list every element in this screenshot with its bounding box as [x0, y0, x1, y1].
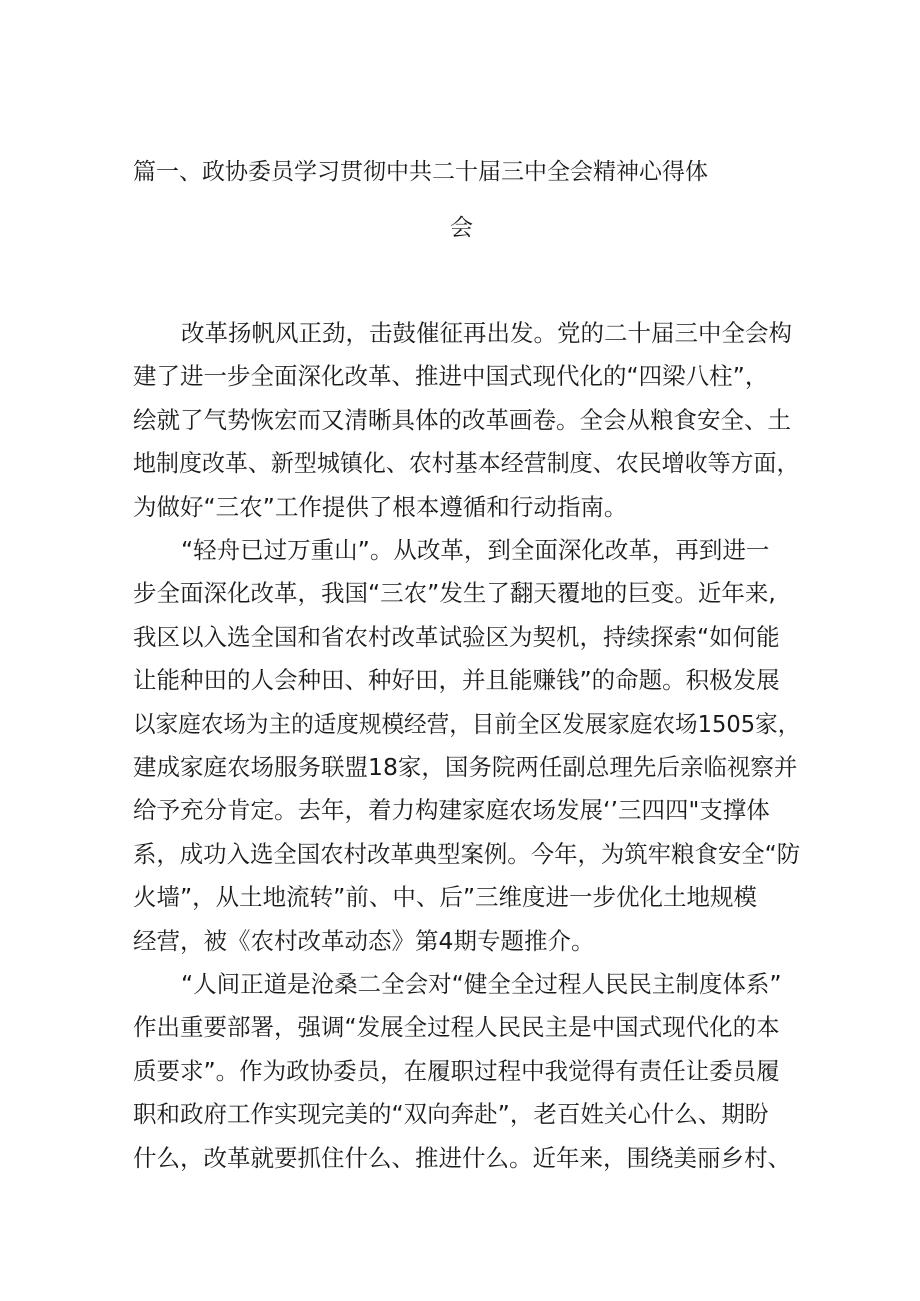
body-text-line: 作出重要部署，强调“发展全过程人民民主是中国式现代化的本	[133, 1013, 780, 1042]
body-text-line: 职和政府工作实现完美的“双向奔赴”，老百姓关心什么、期盼	[133, 1100, 769, 1129]
body-text-line: 地制度改革、新型城镇化、农村基本经营制度、农民增收等方面，	[133, 449, 800, 478]
body-text-line: 给予充分肯定。去年，着力构建家庭农场发展‘’三四四"支撑体	[133, 796, 770, 825]
body-text-line: 绘就了气势恢宏而又清晰具体的改革画卷。全会从粮食安全、土	[133, 405, 791, 434]
body-text-line: 建成家庭农场服务联盟18家，国务院两任副总理先后亲临视察并	[133, 753, 798, 781]
body-text-line: 火墙”，从土地流转”前、中、后”三维度进一步优化土地规模	[133, 883, 758, 912]
body-text-line: 步全面深化改革，我国“三农”发生了翻天覆地的巨变。近年来,	[133, 579, 776, 608]
body-text-line: 什么，改革就要抓住什么、推进什么。近年来，围绕美丽乡村、	[133, 1143, 791, 1172]
document-title-line-1: 篇一、政协委员学习贯彻中共二十届三中全会精神心得体	[133, 159, 708, 185]
body-text-line: 以家庭农场为主的适度规模经营，目前全区发展家庭农场1505家，	[133, 709, 801, 738]
body-text-line: 改革扬帆风正劲，击鼓催征再出发。党的二十届三中全会构	[181, 319, 792, 347]
body-text-line: “人间正道是沧桑二全会对“健全全过程人民民主制度体系”	[181, 970, 782, 998]
body-text-line: 经营，被《农村改革动态》第4期专题推介。	[133, 926, 595, 955]
body-text-line: 建了进一步全面深化改革、推进中国式现代化的“四梁八柱”，	[133, 362, 769, 391]
body-text-line: “轻舟已过万重山”。从改革，到全面深化改革，再到进一	[181, 536, 770, 564]
body-text-line: 系，成功入选全国农村改革典型案例。今年，为筑牢粮食安全“防	[133, 839, 801, 868]
body-text-line: 我区以入选全国和省农村改革试验区为契机，持续探索“如何能	[133, 622, 780, 651]
body-text-line: 为做好“三农”工作提供了根本遵循和行动指南。	[133, 492, 628, 521]
document-title-line-2: 会	[450, 215, 473, 241]
body-text-line: 质要求”。作为政协委员，在履职过程中我觉得有责任让委员履	[133, 1056, 780, 1085]
body-text-line: 让能种田的人会种田、种好田，并且能赚钱”的命题。积极发展	[133, 666, 780, 695]
